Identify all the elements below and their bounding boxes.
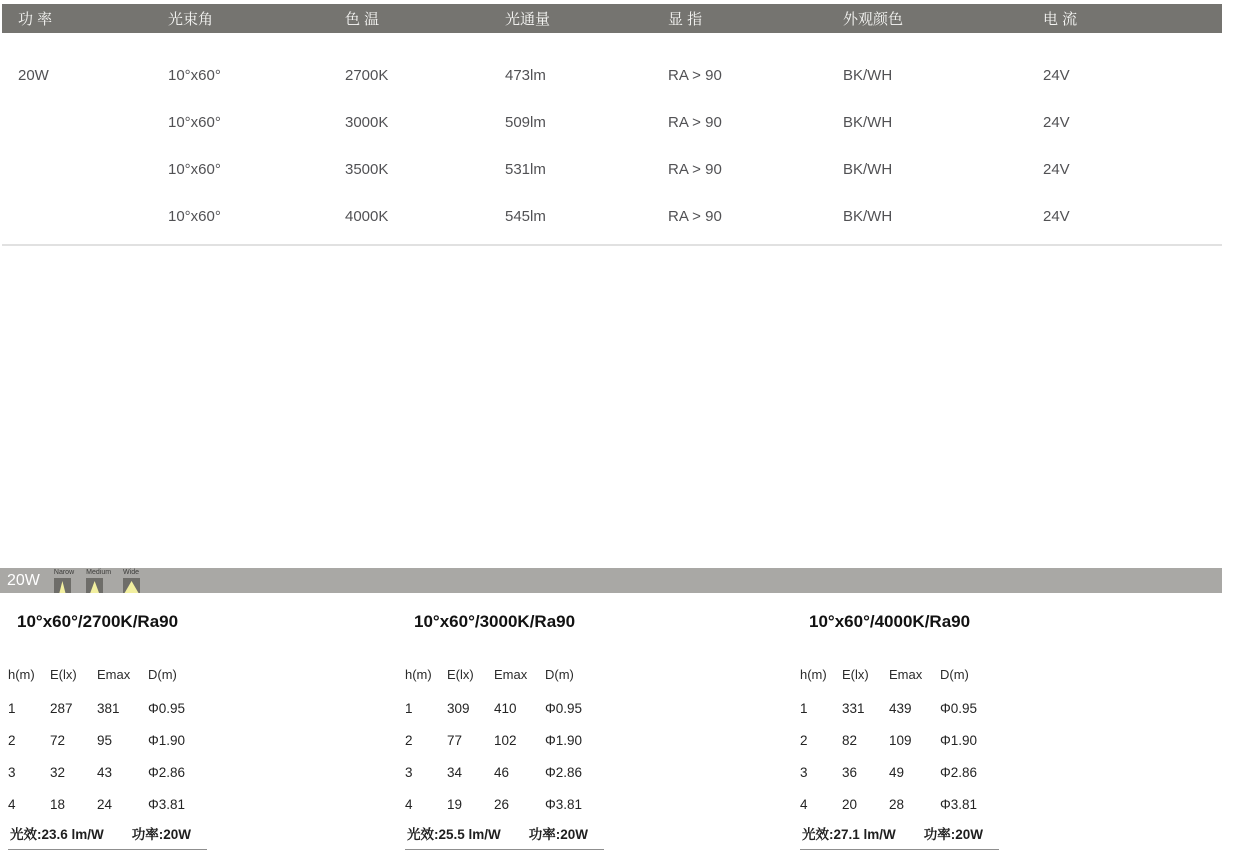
spec-cell-finish: BK/WH — [843, 114, 893, 131]
cell-d: Φ2.86 — [940, 764, 978, 780]
cell-emax: 439 — [889, 700, 912, 716]
col-header-emax: Emax — [889, 666, 923, 682]
spec-cell-current: 24V — [1043, 161, 1070, 178]
spec-row — [18, 52, 1222, 99]
spec-cell-current: 24V — [1043, 67, 1070, 84]
spec-table-body — [2, 52, 1222, 240]
cell-d: Φ1.90 — [545, 732, 583, 748]
section-divider — [2, 244, 1222, 246]
spec-cell-flux: 473lm — [505, 67, 546, 84]
wide-beam-square — [123, 578, 140, 593]
spec-header-current: 电 流 — [1043, 11, 1078, 28]
spec-cell-cct: 4000K — [345, 208, 389, 225]
efficacy-value: 光效:23.6 lm/W — [10, 827, 104, 842]
beam-icons — [54, 569, 140, 593]
spec-cell-finish: BK/WH — [843, 161, 893, 178]
photometric-footer — [800, 823, 999, 850]
cell-e: 34 — [447, 764, 463, 780]
col-header-hm: h(m) — [8, 666, 35, 682]
cell-e: 287 — [50, 700, 73, 716]
cell-emax: 49 — [889, 764, 905, 780]
col-header-dm: D(m) — [545, 666, 574, 682]
spec-cell-cri: RA > 90 — [668, 161, 722, 178]
spec-cell-cri: RA > 90 — [668, 208, 722, 225]
photometric-table-title: 10°x60°/4000K/Ra90 — [809, 612, 971, 631]
spec-header-flux: 光通量 — [505, 11, 551, 28]
spec-cell-current: 24V — [1043, 114, 1070, 131]
photometric-table-2700k — [8, 612, 388, 850]
narrow-beam-square — [54, 578, 71, 593]
cell-e: 32 — [50, 764, 66, 780]
spec-cell-cri: RA > 90 — [668, 67, 722, 84]
cell-e: 77 — [447, 732, 463, 748]
cell-emax: 102 — [494, 732, 517, 748]
spec-header-beam-angle: 光束角 — [168, 11, 214, 28]
cell-h: 2 — [405, 732, 413, 748]
cell-e: 309 — [447, 700, 470, 716]
cell-h: 1 — [8, 700, 16, 716]
cell-e: 72 — [50, 732, 66, 748]
cell-e: 19 — [447, 796, 463, 812]
photometric-table-title: 10°x60°/3000K/Ra90 — [414, 612, 576, 631]
spec-row — [18, 193, 1222, 240]
col-header-hm: h(m) — [800, 666, 827, 682]
medium-beam-label: Medium — [86, 569, 112, 576]
spec-cell-beam: 10°x60° — [168, 67, 221, 84]
col-header-elx: E(lx) — [447, 666, 474, 682]
cell-emax: 28 — [889, 796, 905, 812]
photometric-footer — [8, 823, 207, 850]
cell-emax: 109 — [889, 732, 912, 748]
spec-cell-flux: 531lm — [505, 161, 546, 178]
cell-d: Φ3.81 — [148, 796, 186, 812]
col-header-hm: h(m) — [405, 666, 432, 682]
cell-d: Φ3.81 — [940, 796, 978, 812]
spec-cell-flux: 545lm — [505, 208, 546, 225]
spec-cell-finish: BK/WH — [843, 67, 893, 84]
efficacy-value: 光效:27.1 lm/W — [802, 827, 896, 842]
cell-e: 331 — [842, 700, 865, 716]
col-header-elx: E(lx) — [842, 666, 869, 682]
cell-h: 3 — [8, 764, 16, 780]
spec-cell-flux: 509lm — [505, 114, 546, 131]
spec-header-cri: 显 指 — [668, 11, 703, 28]
cell-h: 2 — [800, 732, 808, 748]
spec-header-cct: 色 温 — [345, 11, 380, 28]
cell-d: Φ3.81 — [545, 796, 583, 812]
col-header-emax: Emax — [494, 666, 528, 682]
cell-emax: 381 — [97, 700, 120, 716]
cell-d: Φ2.86 — [148, 764, 186, 780]
cell-d: Φ2.86 — [545, 764, 583, 780]
photometric-grid — [800, 656, 1180, 820]
cell-d: Φ0.95 — [940, 700, 978, 716]
photometric-table-3000k — [405, 612, 785, 850]
cell-d: Φ1.90 — [148, 732, 186, 748]
cell-h: 2 — [8, 732, 16, 748]
spec-cell-current: 24V — [1043, 208, 1070, 225]
cell-h: 1 — [405, 700, 413, 716]
photometric-grid — [405, 656, 785, 820]
efficacy-value: 光效:25.5 lm/W — [407, 827, 501, 842]
medium-beam-triangle — [86, 581, 103, 593]
medium-beam-square — [86, 578, 103, 593]
power-value: 功率:20W — [528, 827, 589, 842]
photometric-grid — [8, 656, 388, 820]
spec-cell-finish: BK/WH — [843, 208, 893, 225]
cell-h: 3 — [405, 764, 413, 780]
spec-cell-beam: 10°x60° — [168, 208, 221, 225]
cell-emax: 410 — [494, 700, 517, 716]
photometric-table-4000k — [800, 612, 1180, 850]
cell-e: 82 — [842, 732, 858, 748]
spec-cell-beam: 10°x60° — [168, 114, 221, 131]
cell-emax: 43 — [97, 764, 113, 780]
spec-header-power: 功 率 — [18, 11, 53, 28]
cell-h: 3 — [800, 764, 808, 780]
wide-beam-label: Wide — [123, 569, 139, 576]
cell-h: 4 — [8, 796, 16, 812]
photometric-footer — [405, 823, 604, 850]
col-header-dm: D(m) — [940, 666, 969, 682]
cell-emax: 46 — [494, 764, 510, 780]
power-value: 功率:20W — [131, 827, 192, 842]
cell-d: Φ0.95 — [545, 700, 583, 716]
power-value: 功率:20W — [923, 827, 984, 842]
spec-row — [18, 146, 1222, 193]
spec-row — [18, 99, 1222, 146]
cell-emax: 95 — [97, 732, 113, 748]
narrow-beam-triangle — [54, 581, 71, 593]
medium-beam-icon — [86, 569, 111, 593]
cell-h: 4 — [800, 796, 808, 812]
beam-bar-power-label: 20W — [7, 572, 40, 589]
beam-bar — [0, 568, 1222, 593]
cell-emax: 26 — [494, 796, 510, 812]
cell-h: 1 — [800, 700, 808, 716]
col-header-emax: Emax — [97, 666, 131, 682]
col-header-elx: E(lx) — [50, 666, 77, 682]
spec-table-header — [2, 4, 1222, 33]
narrow-beam-icon — [54, 569, 74, 593]
cell-e: 18 — [50, 796, 66, 812]
wide-beam-triangle — [123, 581, 140, 593]
col-header-dm: D(m) — [148, 666, 177, 682]
spec-cell-beam: 10°x60° — [168, 161, 221, 178]
photometric-table-title: 10°x60°/2700K/Ra90 — [17, 612, 179, 631]
cell-e: 36 — [842, 764, 858, 780]
cell-e: 20 — [842, 796, 858, 812]
narrow-beam-label: Narow — [53, 569, 75, 576]
cell-h: 4 — [405, 796, 413, 812]
wide-beam-icon — [123, 569, 140, 593]
spec-cell-power: 20W — [18, 67, 49, 84]
spec-cell-cct: 3000K — [345, 114, 389, 131]
spec-cell-cri: RA > 90 — [668, 114, 722, 131]
spec-cell-cct: 3500K — [345, 161, 389, 178]
cell-d: Φ1.90 — [940, 732, 978, 748]
spec-cell-cct: 2700K — [345, 67, 389, 84]
cell-d: Φ0.95 — [148, 700, 186, 716]
spec-header-finish: 外观颜色 — [843, 11, 904, 28]
cell-emax: 24 — [97, 796, 113, 812]
